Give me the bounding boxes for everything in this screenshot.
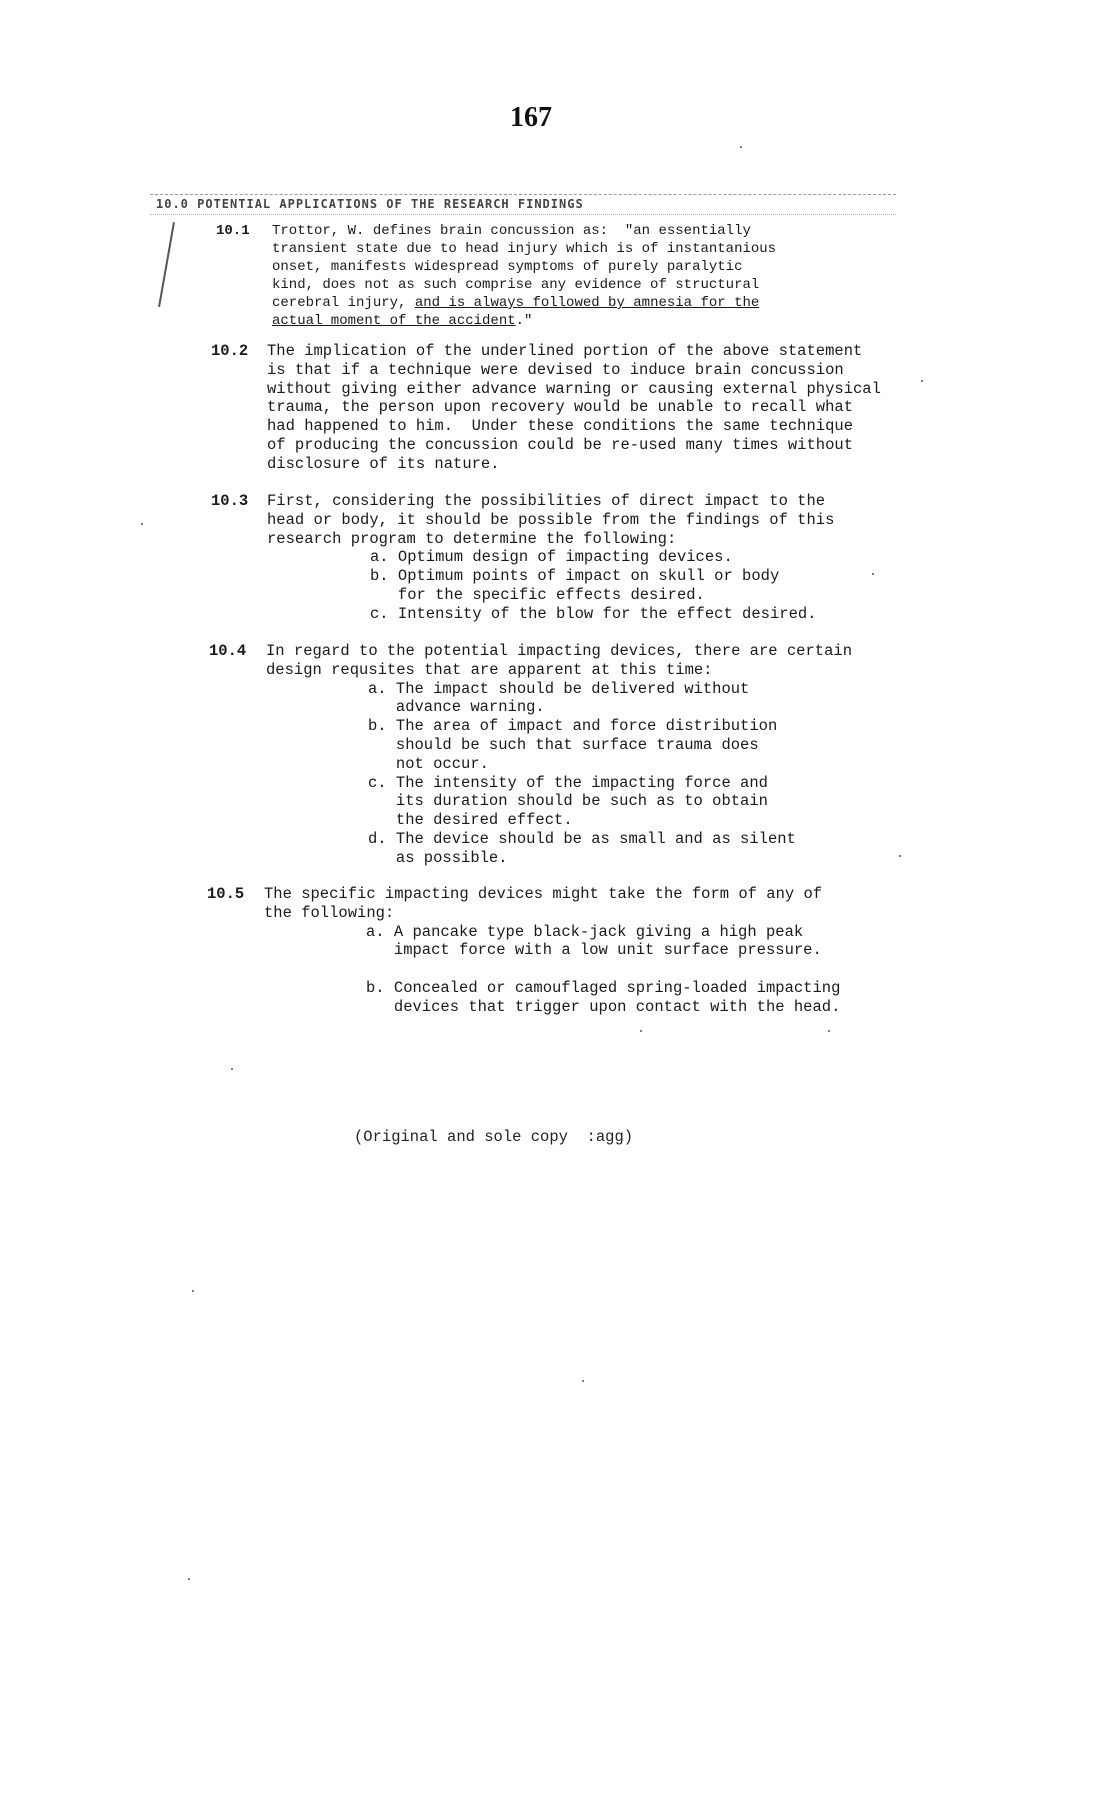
- list-item: d. The device should be as small and as silent: [368, 829, 796, 848]
- list-item-continuation: advance warning.: [368, 698, 545, 717]
- section-number: 10.3: [211, 492, 249, 510]
- section-number: 10.2: [211, 342, 249, 360]
- paragraph-line: transient state due to head injury which is of instantanious: [272, 241, 777, 257]
- list-item-continuation: for the specific effects desired.: [370, 585, 705, 604]
- scan-speck: [640, 1030, 642, 1032]
- list-item-continuation: impact force with a low unit surface pressure.: [366, 941, 822, 960]
- footer-note: (Original and sole copy :agg): [354, 1128, 634, 1146]
- list-item: a. A pancake type black-jack giving a high peak: [366, 922, 804, 941]
- paragraph-line: had happened to him. Under these conditions the same technique: [267, 417, 853, 436]
- list-item-continuation: the desired effect.: [368, 811, 573, 830]
- paragraph-line: disclosure of its nature.: [267, 454, 500, 473]
- section-number: 10.5: [207, 885, 245, 903]
- list-item-continuation: its duration should be such as to obtain: [368, 792, 768, 811]
- scan-speck: [740, 146, 742, 148]
- list-item: b. Concealed or camouflaged spring-loaded impacting: [366, 978, 841, 997]
- scan-speck: [582, 1380, 584, 1382]
- section-number: 10.1: [216, 223, 250, 239]
- paragraph-line: trauma, the person upon recovery would be unable to recall what: [267, 398, 853, 417]
- paragraph-line: of producing the concussion could be re-used many times without: [267, 435, 853, 454]
- plain-text: .": [515, 313, 533, 329]
- section-10-5: [207, 885, 840, 1017]
- paragraph-line: In regard to the potential impacting devices, there are certain: [266, 642, 852, 660]
- scan-speck: [192, 1290, 194, 1292]
- scan-speck: [899, 855, 901, 857]
- list-item: c. The intensity of the impacting force and: [368, 773, 768, 792]
- scan-speck: [872, 573, 874, 575]
- paragraph-line: kind, does not as such comprise any evidence of structural: [272, 277, 760, 293]
- section-heading: 10.0 POTENTIAL APPLICATIONS OF THE RESEARCH FINDINGS: [150, 194, 896, 215]
- list-item-continuation: as possible.: [368, 848, 508, 867]
- section-10-1: [216, 222, 776, 330]
- section-10-4: [209, 642, 852, 868]
- scan-speck: [921, 380, 923, 382]
- underlined-text: and is always followed by amnesia for the: [414, 295, 760, 311]
- paragraph-line: First, considering the possibilities of direct impact to the: [267, 492, 826, 510]
- scan-speck: [231, 1068, 233, 1070]
- paragraph-line: [272, 312, 776, 330]
- paragraph-line: design requsites that are apparent at this time:: [266, 660, 713, 679]
- paragraph-line: without giving either advance warning or causing external physical: [267, 379, 881, 398]
- list-item-continuation: devices that trigger upon contact with the head.: [366, 997, 841, 1016]
- list-item: b. Optimum points of impact on skull or body: [370, 567, 780, 586]
- paragraph-line: [272, 294, 776, 312]
- paragraph-line: The implication of the underlined portion of the above statement: [267, 342, 863, 360]
- paragraph-line: The specific impacting devices might take the form of any of: [264, 885, 823, 903]
- section-10-2: [211, 342, 881, 474]
- margin-annotation-line: [158, 222, 175, 307]
- scan-speck: [188, 1578, 190, 1580]
- list-item: a. The impact should be delivered without: [368, 679, 750, 698]
- scan-speck: [141, 523, 143, 525]
- paragraph-line: Trottor, W. defines brain concussion as: "an essentially: [272, 223, 751, 239]
- list-item-continuation: not occur.: [368, 754, 489, 773]
- paragraph-line: head or body, it should be possible from the findings of this: [267, 510, 835, 529]
- list-item: a. Optimum design of impacting devices.: [370, 548, 733, 567]
- page-number: 167: [510, 102, 552, 133]
- paragraph-line: the following:: [264, 903, 395, 922]
- paragraph-line: is that if a technique were devised to induce brain concussion: [267, 360, 844, 379]
- section-number: 10.4: [209, 642, 247, 660]
- section-10-3: [211, 492, 834, 624]
- plain-text: cerebral injury,: [272, 295, 415, 311]
- paragraph-line: research program to determine the following:: [267, 529, 677, 548]
- paragraph-line: onset, manifests widespread symptoms of purely paralytic: [272, 259, 743, 275]
- underlined-text: actual moment of the accident: [272, 313, 516, 329]
- scan-speck: [828, 1030, 830, 1032]
- list-item: b. The area of impact and force distribution: [368, 717, 778, 736]
- list-item: c. Intensity of the blow for the effect desired.: [370, 604, 817, 623]
- list-item-continuation: should be such that surface trauma does: [368, 735, 759, 754]
